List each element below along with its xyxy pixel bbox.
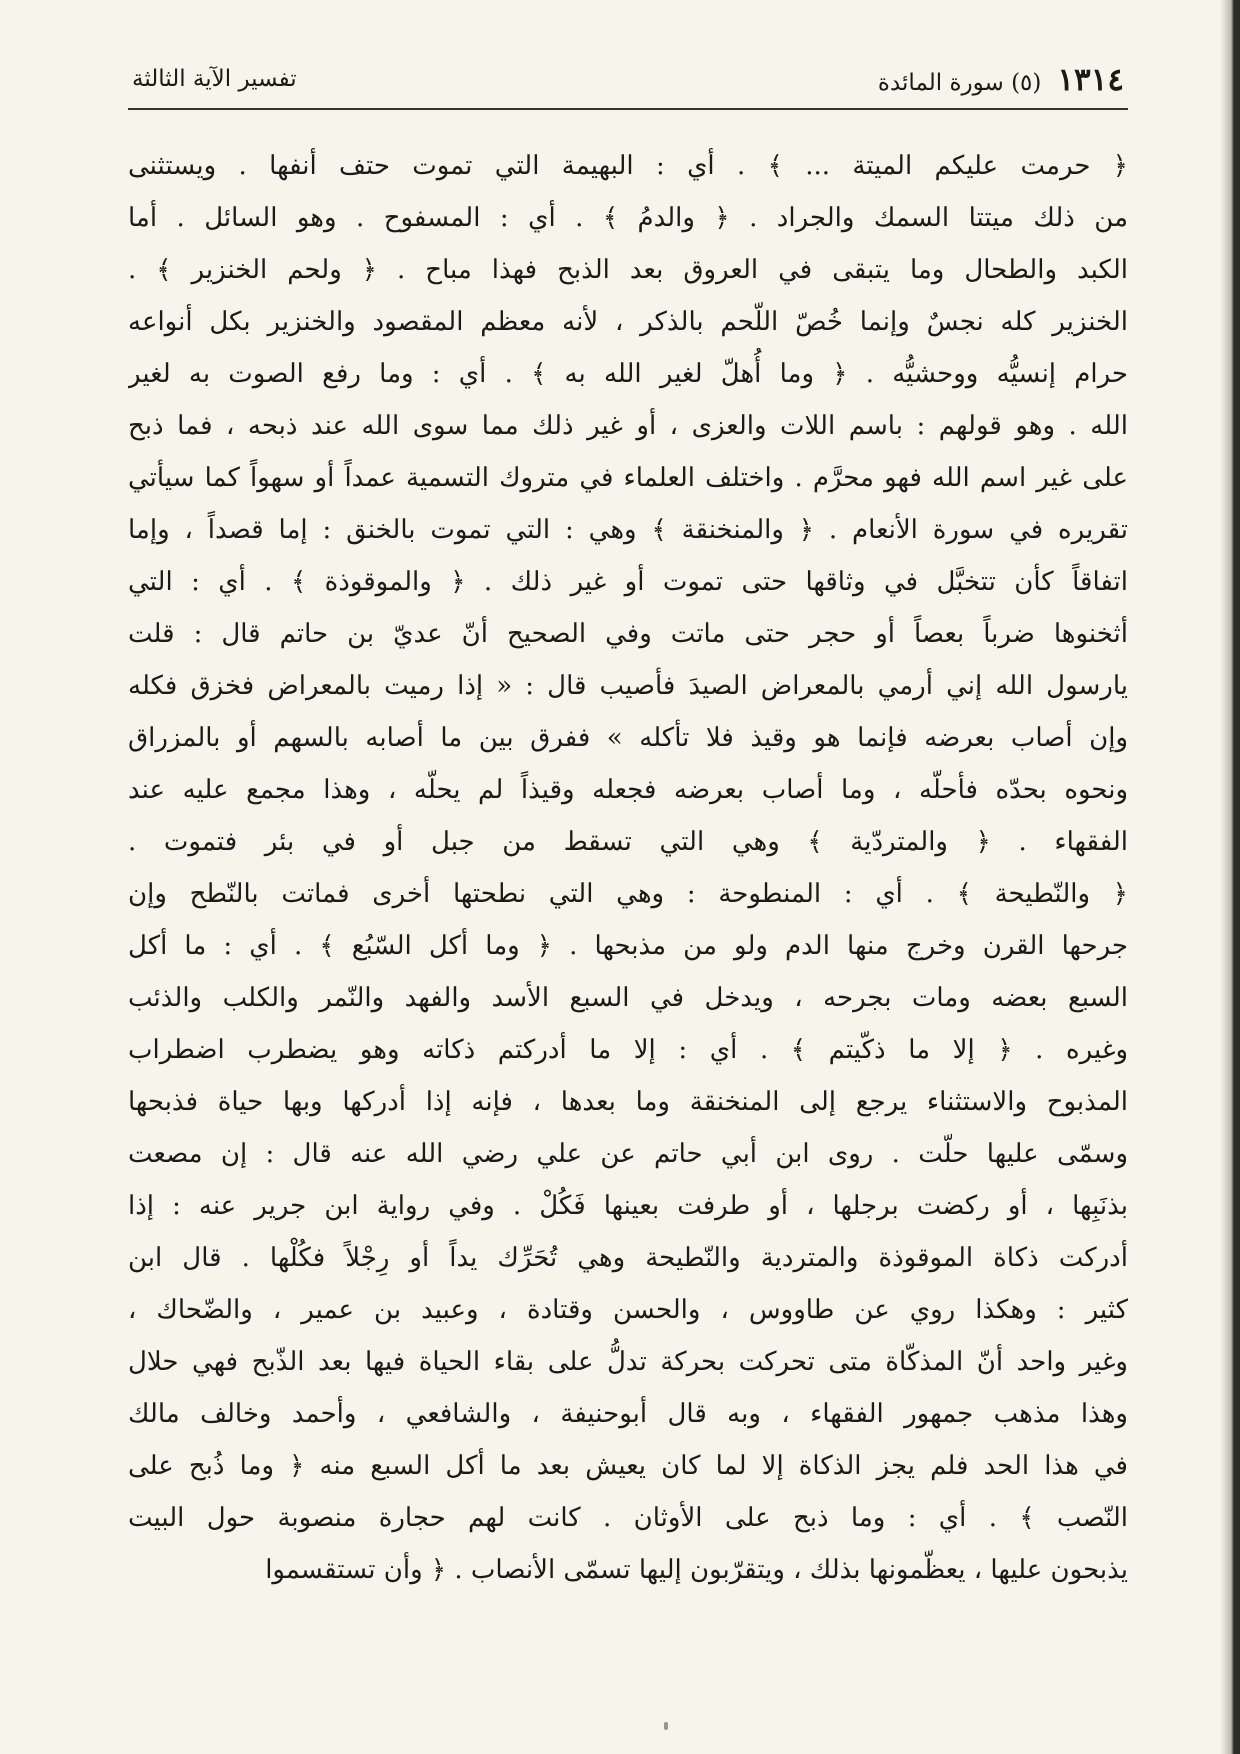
text-line: جرحها القرن وخرج منها الدم ولو من مذبحها . ﴿ وما أكل السّبُع ﴾ . أي : ما أكل [128, 931, 1128, 961]
text-line: ﴿ والنّطيحة ﴾ . أي : المنطوحة : وهي التي نطحتها أخرى فماتت بالنّطح وإن [128, 879, 1128, 909]
scan-speck [664, 1722, 668, 1730]
text-line: وهذا مذهب جمهور الفقهاء ، وبه قال أبوحنيفة ، والشافعي ، وأحمد وخالف مالك [128, 1399, 1128, 1429]
text-line: وسمّى عليها حلّت . روى ابن أبي حاتم عن علي رضي الله عنه قال : إن مصعت [128, 1139, 1128, 1169]
text-line: حرام إنسيُّه ووحشيُّه . ﴿ وما أُهلّ لغير الله به ﴾ . أي : وما رفع الصوت به لغير [128, 359, 1128, 389]
text-line: يارسول الله إني أرمي بالمعراض الصيدَ فأصيب قال : « إذا رميت بالمعراض فخزق فكله [128, 671, 1128, 701]
text-line: المذبوح والاستثناء يرجع إلى المنخنقة وما بعدها ، فإنه إذا أدركها وبها حياة فذبحها [128, 1087, 1128, 1117]
text-line: ونحوه بحدّه فأحلّه ، وما أصاب بعرضه فجعله وقيذاً لم يحلّه ، وهذا مجمع عليه عند [128, 775, 1128, 805]
text-line: أثخنوها ضرباً بعصاً أو حجر حتى ماتت وفي الصحيح أنّ عديّ بن حاتم قال : قلت [128, 619, 1128, 649]
text-line: الكبد والطحال وما يتبقى في العروق بعد الذبح فهذا مباح . ﴿ ولحم الخنزير ﴾ . [128, 255, 1128, 285]
header-page-info [878, 62, 1124, 98]
text-line: أدركت ذكاة الموقوذة والمتردية والنّطيحة وهي تُحَرِّك يداً أو رِجْلاً فكُلْها . قال ابن [128, 1243, 1128, 1273]
text-line: الفقهاء . ﴿ والمتردّية ﴾ وهي التي تسقط من جبل أو في بئر فتموت . [128, 827, 1128, 857]
text-line: النّصب ﴾ . أي : وما ذبح على الأوثان . كانت لهم حجارة منصوبة حول البيت [128, 1503, 1128, 1533]
scan-edge [1220, 0, 1240, 1754]
text-line: اتفاقاً كأن تتخبَّل في وثاقها حتى تموت أو غير ذلك . ﴿ والموقوذة ﴾ . أي : التي [128, 567, 1128, 597]
text-line: على غير اسم الله فهو محرَّم . واختلف العلماء في متروك التسمية عمداً أو سهواً كما سيأتي [128, 463, 1128, 493]
commentary-text [128, 140, 1128, 1596]
text-line: ﴿ حرمت عليكم الميتة ... ﴾ . أي : البهيمة التي تموت حتف أنفها . ويستثنى [128, 151, 1128, 181]
surah-name: (٥) سورة المائدة [877, 70, 1042, 96]
text-line: كثير : وهكذا روي عن طاووس ، والحسن وقتادة ، وعبيد بن عمير ، والضّحاك ، [128, 1295, 1128, 1325]
text-line: وإن أصاب بعرضه فإنما هو وقيذ فلا تأكله » ففرق بين ما أصابه بالسهم أو بالمزراق [128, 723, 1128, 753]
text-line: بذنَبِها ، أو ركضت برجلها ، أو طرفت بعينها فَكُلْ . وفي رواية ابن جرير عنه : إذا [128, 1191, 1128, 1221]
header-divider [128, 108, 1128, 110]
text-line: وغيره . ﴿ إلا ما ذكّيتم ﴾ . أي : إلا ما أدركتم ذكاته وهو يضطرب اضطراب [128, 1035, 1128, 1065]
text-line: وغير واحد أنّ المذكّاة متى تحركت بحركة تدلُّ على بقاء الحياة فيها بعد الذّبح فهي حلال [128, 1347, 1128, 1377]
running-header [132, 62, 1124, 106]
text-line: يذبحون عليها ، يعظّمونها بذلك ، ويتقرّبون إليها تسمّى الأنصاب . ﴿ وأن تستقسموا [265, 1555, 1128, 1585]
text-line: الله . وهو قولهم : باسم اللات والعزى ، أو غير ذلك مما سوى الله عند ذبحه ، فما ذبح [128, 411, 1128, 441]
text-line: في هذا الحد فلم يجز الذكاة إلا لما كان يعيش بعد ما أكل السبع منه ﴿ وما ذُبح على [128, 1451, 1128, 1481]
section-title: تفسير الآية الثالثة [132, 66, 297, 92]
text-line: السبع بعضه ومات بجرحه ، ويدخل في السبع الأسد والفهد والنّمر والكلب والذئب [128, 983, 1128, 1013]
text-line: الخنزير كله نجسٌ وإنما خُصّ اللّحم بالذكر ، لأنه معظم المقصود والخنزير بكل أنواعه [128, 307, 1128, 337]
text-line: تقريره في سورة الأنعام . ﴿ والمنخنقة ﴾ وهي : التي تموت بالخنق : إما قصداً ، وإما [128, 515, 1128, 545]
text-line: من ذلك ميتتا السمك والجراد . ﴿ والدمُ ﴾ . أي : المسفوح . وهو السائل . أما [128, 203, 1128, 233]
page-number: ١٣١٤ [1057, 62, 1124, 98]
